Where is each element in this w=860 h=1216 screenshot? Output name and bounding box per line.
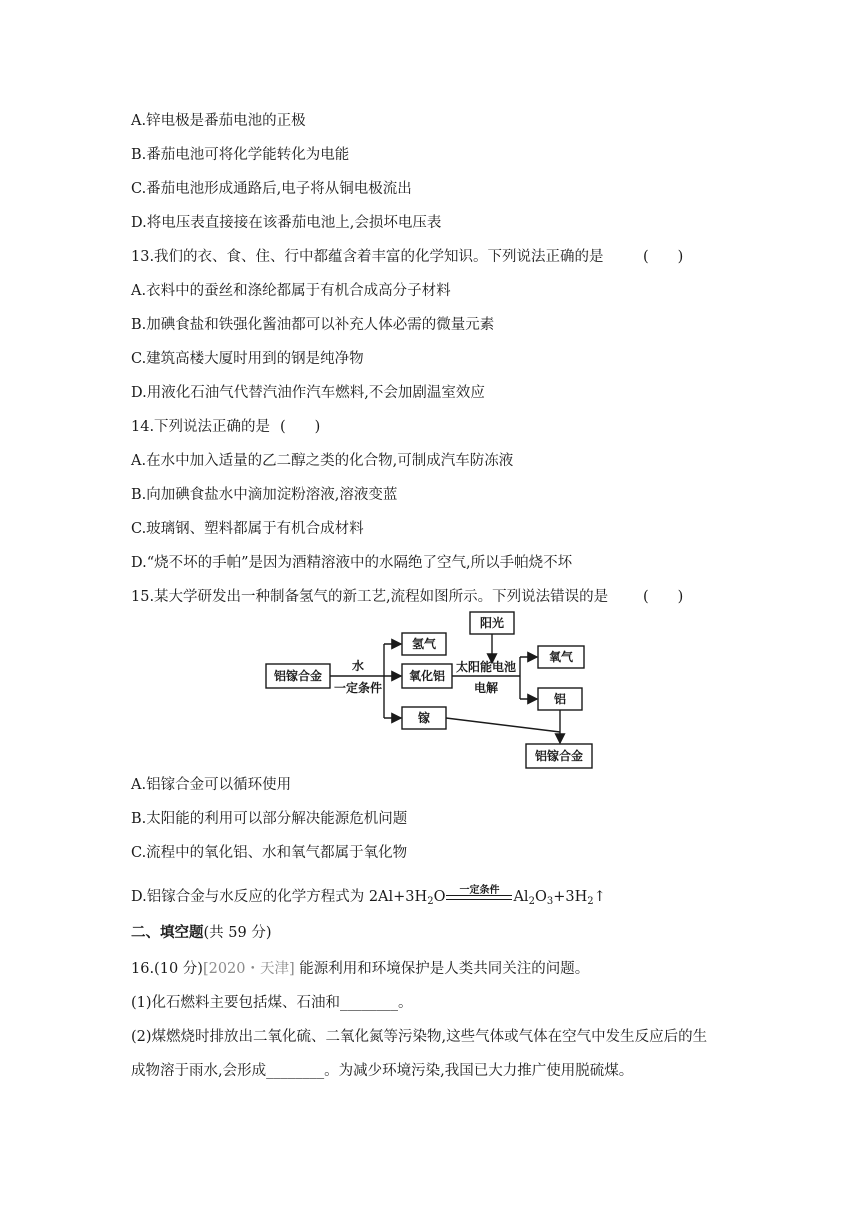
q12-option-b: B.番茄电池可将化学能转化为电能 <box>131 147 350 163</box>
equation-lhs: D.铝镓合金与水反应的化学方程式为 2Al+3H <box>131 889 428 905</box>
q15-option-a: A.铝镓合金可以循环使用 <box>131 777 292 793</box>
gas-arrow: ↑ <box>593 889 606 905</box>
section-heading <box>131 923 271 943</box>
subscript: 2 <box>528 896 535 907</box>
q16-source: [2020・天津] <box>202 961 295 977</box>
section-title: 二、填空题 <box>131 924 204 941</box>
label-solar-cell: 太阳能电池 <box>455 660 517 674</box>
q13-option-d: D.用液化石油气代替汽油作汽车燃料,不会加剧温室效应 <box>131 385 485 401</box>
label-sunlight: 阳光 <box>479 616 505 630</box>
q12-option-c: C.番茄电池形成通路后,电子将从铜电极流出 <box>131 181 412 197</box>
q13-option-c: C.建筑高楼大厦时用到的钢是纯净物 <box>131 351 364 367</box>
q15-option-b: B.太阳能的利用可以部分解决能源危机问题 <box>131 811 408 827</box>
equation-o2: O <box>534 889 547 905</box>
q12-option-a: A.锌电极是番茄电池的正极 <box>131 113 306 129</box>
q13-option-a: A.衣料中的蚕丝和涤纶都属于有机合成高分子材料 <box>131 283 451 299</box>
q14-answer-bracket: ( ) <box>280 419 321 435</box>
q15-option-c: C.流程中的氧化铝、水和氧气都属于氧化物 <box>131 845 408 861</box>
q15-stem: 15.某大学研发出一种制备氢气的新工艺,流程如图所示。下列说法错误的是 <box>131 589 609 605</box>
equation-o: O <box>433 889 446 905</box>
q14-option-b: B.向加碘食盐水中滴加淀粉溶液,溶液变蓝 <box>131 487 398 503</box>
equation-condition: 一定条件 <box>459 885 500 896</box>
label-gallium: 镓 <box>417 711 431 725</box>
q13-stem <box>131 247 604 267</box>
q12-option-d: D.将电压表直接接在该番茄电池上,会损坏电压表 <box>131 215 442 231</box>
q14-option-d: D.“烧不坏的手帕”是因为酒精溶液中的水隔绝了空气,所以手帕烧不坏 <box>131 555 573 571</box>
section-points: (共 59 分) <box>203 925 272 941</box>
q15-option-d <box>131 887 606 907</box>
equation-arrow <box>446 887 512 907</box>
q14-stem: 14.下列说法正确的是 <box>131 419 271 435</box>
equation-h: +3H <box>553 889 588 905</box>
label-alloy-out: 铝镓合金 <box>534 749 584 763</box>
subscript: 3 <box>546 896 554 907</box>
q15-answer-bracket: ( ) <box>643 589 684 605</box>
label-aluminum: 铝 <box>553 692 567 706</box>
label-water: 水 <box>351 659 365 673</box>
q16-stem-text: 能源利用和环境保护是人类共同关注的问题。 <box>294 961 590 977</box>
q16-stem <box>131 959 589 979</box>
label-alloy-in: 铝镓合金 <box>273 669 323 683</box>
q13-option-b: B.加碘食盐和铁强化酱油都可以补充人体必需的微量元素 <box>131 317 495 333</box>
q14-option-c: C.玻璃钢、塑料都属于有机合成材料 <box>131 521 364 537</box>
label-condition: 一定条件 <box>333 681 383 695</box>
flow-diagram <box>262 608 602 772</box>
q16-head: 16.(10 分) <box>131 961 203 977</box>
label-alumina: 氧化铝 <box>408 669 446 683</box>
equation-al: Al <box>513 889 529 905</box>
q16-part-1: (1)化石燃料主要包括煤、石油和________。 <box>131 995 413 1011</box>
label-hydrogen: 氢气 <box>411 637 437 651</box>
q13-stem-text: 13.我们的衣、食、住、行中都蕴含着丰富的化学知识。下列说法正确的是 <box>131 249 604 265</box>
subscript: 2 <box>587 896 594 907</box>
subscript: 2 <box>427 896 434 907</box>
q16-part-2-line-2: 成物溶于雨水,会形成________。为减少环境污染,我国已大力推广使用脱硫煤。 <box>131 1063 634 1079</box>
q14-option-a: A.在水中加入适量的乙二醇之类的化合物,可制成汽车防冻液 <box>131 453 514 469</box>
label-oxygen: 氧气 <box>548 650 574 664</box>
label-electrolysis: 电解 <box>473 681 499 695</box>
q13-answer-bracket: ( ) <box>643 249 684 265</box>
q16-part-2-line-1: (2)煤燃烧时排放出二氧化硫、二氧化氮等污染物,这些气体或气体在空气中发生反应后的生 <box>131 1029 708 1045</box>
